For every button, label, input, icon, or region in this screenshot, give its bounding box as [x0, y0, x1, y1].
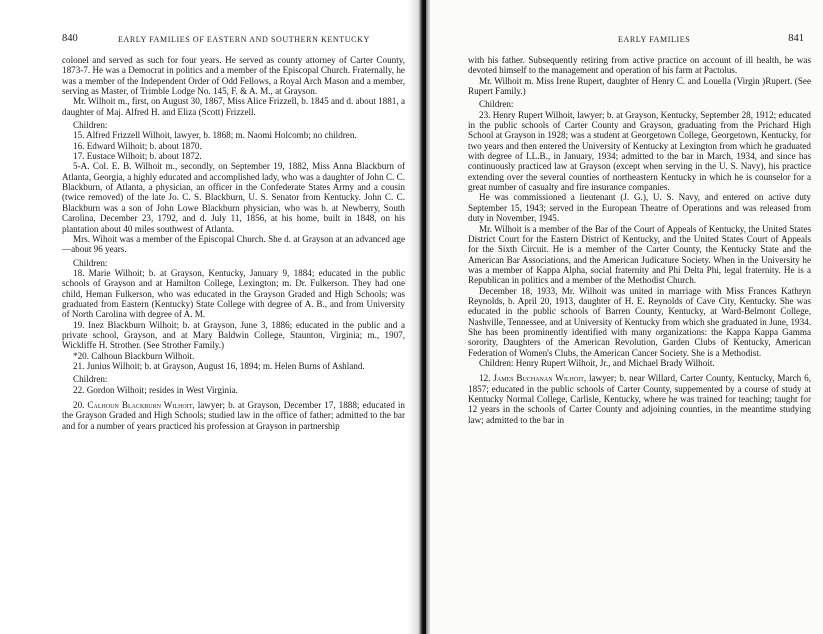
entry-name: Calhoun Blackburn Wilhoit	[87, 400, 193, 410]
paragraph: December 18, 1933, Mr. Wilhoit was united in marriage with Miss Frances Kathryn Reynolds, b. April 20, 1913, daughter of H. E. Reynolds of Cave City, Kentucky. She was educated in the public schools of Barren County, Kentucky, at Ward-Belmont College, Nashville, Tennessee, and at University of Kentucky from which she graduated in June, 1934. She has been prominently identified with many organizations: the Kappa Kappa Gamma sorority, Daughters of the American Revolution, Garden Clubs of Kentucky, American Federation of Women's Clubs, the American Cancer Society. She is a Methodist.	[468, 285, 811, 358]
left-page-body	[62, 55, 405, 431]
children-heading: Children:	[73, 374, 108, 385]
list-item: 19. Inez Blackburn Wilhoit; b. at Grayson, June 3, 1886; educated in the public and a private school, Grayson, and at Mary Baldwin College, Staunton, Virginia; m., 1907, Wickliffe H. Strother. (See Strother Family.)	[62, 319, 405, 351]
page-number: 840	[62, 33, 78, 44]
children-heading: Children:	[73, 120, 108, 131]
paragraph: colonel and served as such for four years. He served as county attorney of Carter County, 1873-7. He was a Democrat in politics and a member of the Episcopal Church. Fraternally, he was a member of the Independent Order of Odd Fellows, a Royal Arch Mason and a member, serving as Master, of Trimble Lodge No. 145, F. & A. M., at Grayson.	[62, 55, 405, 97]
list-item: 16. Edward Wilhoit; b. about 1870.	[73, 140, 202, 151]
entry-number: 12.	[479, 373, 491, 384]
paragraph: He was commissioned a lieutenant (J. G.), U. S. Navy, and entered on active duty September 15, 1943; served in the European Theatre of Operations and was released from duty in November, 1945.	[468, 192, 811, 224]
paragraph: with his father. Subsequently retiring from active practice on account of ill health, he was devoted himself to the management and operation of his farm at Pactolus.	[468, 55, 811, 76]
list-item: 17. Eustace Wilhoit; b. about 1872.	[73, 151, 202, 162]
entry-number: 20.	[73, 400, 85, 410]
running-head: EARLY FAMILIES	[618, 35, 691, 44]
paragraph: Mr. Wilhoit is a member of the Bar of the Court of Appeals of Kentucky, the United States District Court for the Eastern District of Kentucky, and the United States Court of Appeals for the Sixth Circuit. He is a member of the Carter County, the Kentucky State and the American Bar Associations, and the American Judicature Society. When in the University he was a member of Kappa Alpha, social fraternity and Phi Delta Phi, legal fraternity. He is a Republican in politics and a member of the Methodist Church.	[468, 223, 811, 286]
paragraph: Children: Henry Rupert Wilhoit, Jr., and Michael Brady Wilhoit.	[479, 357, 715, 368]
list-item: *20. Calhoun Blackburn Wilhoit.	[73, 350, 195, 361]
paragraph: Mr. Wilhoit m., first, on August 30, 1867, Miss Alice Frizzell, b. 1845 and d. about 1881, a daughter of Maj. Alfred H. and Eliza (Scott) Frizzell.	[62, 96, 405, 117]
right-page-body	[468, 55, 811, 425]
page-number: 841	[788, 33, 804, 44]
list-item: 23. Henry Rupert Wilhoit, lawyer; b. at Grayson, Kentucky, September 28, 1912; educated in the public schools of Carter County and Grayson, graduating from the Prichard High School at Grayson in 1928; was a student at Georgetown College, Georgetown, Kentucky, for two years and then entered the University of Kentucky at Lexington from which he graduated with degree of LL.B., in January, 1934; admitted to the bar in March, 1934, and since has continuously practiced law at Grayson (except when serving in the U. S. Navy), his practice extending over the several counties of northeastern Kentucky in which he is counselor for a great number of casualty and fire insurance companies.	[468, 109, 811, 193]
children-heading: Children:	[479, 99, 514, 110]
paragraph: Mrs. Wihoit was a member of the Episcopal Church. She d. at Grayson at an advanced age—about 96 years.	[62, 233, 405, 255]
paragraph: Mr. Wilhoit m. Miss Irene Rupert, daughter of Henry C. and Louella (Virgin )Rupert. (See Rupert Family.)	[468, 75, 811, 97]
list-item: 15. Alfred Frizzell Wilhoit, lawyer, b. 1868; m. Naomi Holcomb; no children.	[73, 130, 357, 141]
right-page	[430, 0, 823, 634]
paragraph: 5-A. Col. E. B. Wilhoit m., secondly, on September 19, 1882, Miss Anna Blackburn of Atlanta, Georgia, a highly educated and accomplished lady, who was a daughter of John C. C. Blackburn, of Atlanta, a physician, an officer in the Confederate States Army and a cousin (twice removed) of the late Jo. C. S. Blackburn, U. S. Senator from Kentucky. John C. C. Blackburn was a son of John Lowe Blackburn physician, who was b. at Newberry, South Carolina, December 23, 1792, and d. July 11, 1856, at his home, built in 1848, on his plantation about 40 miles southwest of Atlanta.	[62, 161, 405, 234]
list-item: 18. Marie Wilhoit; b. at Grayson, Kentucky, January 9, 1884; educated in the public schools of Grayson and at Hamilton College, Lexington; m. Dr. Fulkerson. They had one child, Heman Fulkerson, who was educated in the Grayson Graded and High Schools; was graduated from Eastern (Kentucky) State College with degree of A. B., and from University of North Carolina with degree of A. M.	[62, 267, 405, 320]
entry-text: , lawyer; b. near Willard, Carter County, Kentucky, March 6, 1857; educated in the public schools of Carter County, suppemented by a course of study at Kentucky Normal College, Carlisle, Kentucky, where he was trained for teaching; taught for 12 years in the schools of Carter County and adjoining counties, in the meantime studying law; admitted to the bar in	[468, 373, 811, 425]
entry-text: , lawyer; b. at Grayson, December 17, 1888; educated in the Grayson Graded and High Schools; studied law in the office of father; admitted to the bar and for a number of years practiced his profession at Grayson in partnership	[62, 400, 405, 431]
list-item: 22. Gordon Wilhoit; resides in West Virginia.	[73, 384, 238, 395]
entry-paragraph	[468, 373, 811, 425]
children-heading: Children:	[73, 257, 108, 268]
entry-paragraph	[62, 400, 405, 431]
list-item: 21. Junius Wilhoit; b. at Grayson, August 16, 1894; m. Helen Burns of Ashland.	[73, 360, 365, 371]
binding-shadow	[423, 0, 426, 634]
entry-name: James Buchanan Wilhoit	[493, 373, 584, 384]
running-head: EARLY FAMILIES OF EASTERN AND SOUTHERN KENTUCKY	[118, 35, 370, 44]
